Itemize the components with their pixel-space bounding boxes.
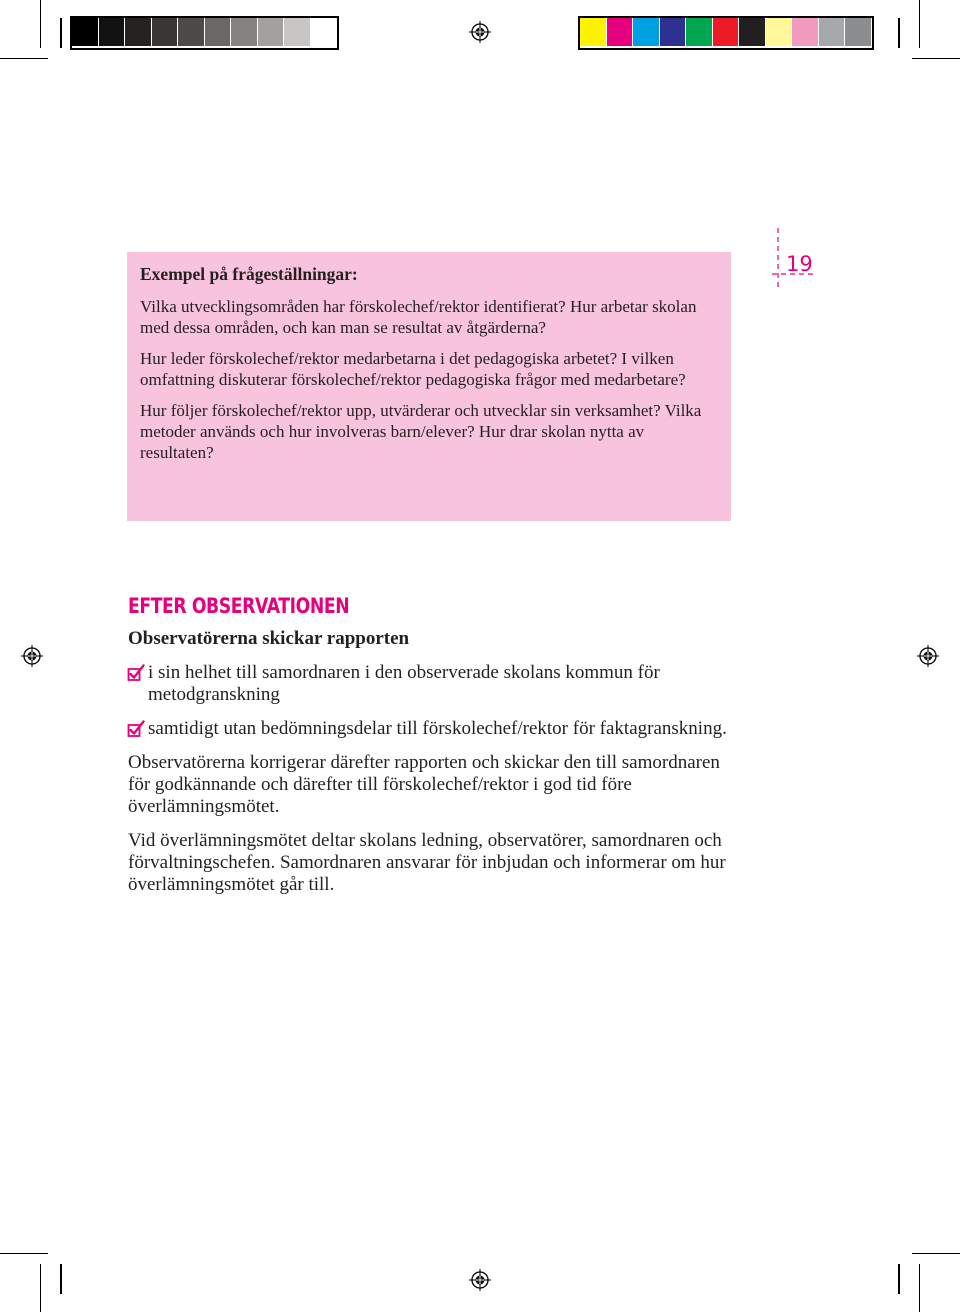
example-paragraph: Vilka utvecklingsområden har förskolechef/rektor identifierat? Hur arbetar skolan med dessa områden, och kan man se resultat av åtgärderna?: [140, 297, 697, 337]
color-swatch: [258, 18, 285, 46]
crop-mark: [898, 18, 900, 48]
crop-mark: [912, 1253, 960, 1254]
registration-mark-icon: [21, 645, 43, 667]
section-subheading: Observatörerna skickar rapporten: [128, 628, 410, 649]
list-item-text: i sin helhet till samordnaren i den observerade skolans kommun för metodgranskning: [148, 662, 660, 705]
color-swatch: [739, 18, 766, 46]
color-swatch: [792, 18, 819, 46]
crop-mark: [0, 58, 48, 59]
process-color-bar: [578, 16, 874, 50]
crop-mark: [919, 1264, 920, 1312]
color-swatch: [99, 18, 126, 46]
color-swatch: [845, 18, 872, 46]
color-swatch: [125, 18, 152, 46]
color-swatch: [152, 18, 179, 46]
crop-mark: [0, 1253, 48, 1254]
grayscale-color-bar: [70, 16, 339, 50]
color-swatch: [819, 18, 846, 46]
color-swatch: [311, 18, 338, 46]
registration-mark-icon: [917, 645, 939, 667]
crop-mark: [912, 58, 960, 59]
checkbox-checked-icon: [127, 664, 145, 682]
color-swatch: [766, 18, 793, 46]
example-questions-box: [127, 252, 731, 521]
color-swatch: [205, 18, 232, 46]
color-swatch: [633, 18, 660, 46]
color-swatch: [660, 18, 687, 46]
color-swatch: [284, 18, 311, 46]
color-swatch: [686, 18, 713, 46]
crop-mark: [60, 18, 62, 48]
color-swatch: [72, 18, 99, 46]
crop-mark: [40, 1264, 41, 1312]
color-swatch: [607, 18, 634, 46]
color-swatch: [178, 18, 205, 46]
example-paragraph: Hur leder förskolechef/rektor medarbetarna i det pedagogiska arbetet? I vilken omfattning diskuterar förskolechef/rektor pedagogiska frågor med medarbetare?: [140, 349, 686, 389]
crop-mark: [898, 1264, 900, 1294]
body-paragraph: Observatörerna korrigerar därefter rapporten och skickar den till samordnaren för godkännande och därefter till förskolechef/rektor i god tid före överlämningsmötet.: [128, 752, 720, 817]
registration-mark-icon: [469, 1269, 491, 1291]
example-box-title: Exempel på frågeställningar:: [140, 264, 358, 284]
crop-mark: [60, 1264, 62, 1294]
color-swatch: [231, 18, 258, 46]
example-paragraph: Hur följer förskolechef/rektor upp, utvärderar och utvecklar sin verksamhet? Vilka metoder används och hur involveras barn/elever? Hur drar skolan nytta av resultaten?: [140, 401, 702, 462]
body-paragraph: Vid överlämningsmötet deltar skolans ledning, observatörer, samordnaren och förvaltningschefen. Samordnaren ansvarar för inbjudan och informerar om hur överlämningsmötet går till.: [128, 830, 726, 895]
list-item-text: samtidigt utan bedömningsdelar till förskolechef/rektor för faktagranskning.: [148, 718, 727, 739]
crop-mark: [40, 0, 41, 48]
crop-mark: [919, 0, 920, 48]
checkbox-checked-icon: [127, 720, 145, 738]
color-swatch: [580, 18, 607, 46]
color-swatch: [713, 18, 740, 46]
registration-mark-icon: [469, 21, 491, 43]
list-item: [128, 662, 738, 706]
section-heading: EFTER OBSERVATIONEN: [128, 594, 350, 618]
list-item: [128, 718, 738, 740]
page-number: 19: [786, 252, 813, 276]
after-observation-section: [128, 594, 738, 908]
